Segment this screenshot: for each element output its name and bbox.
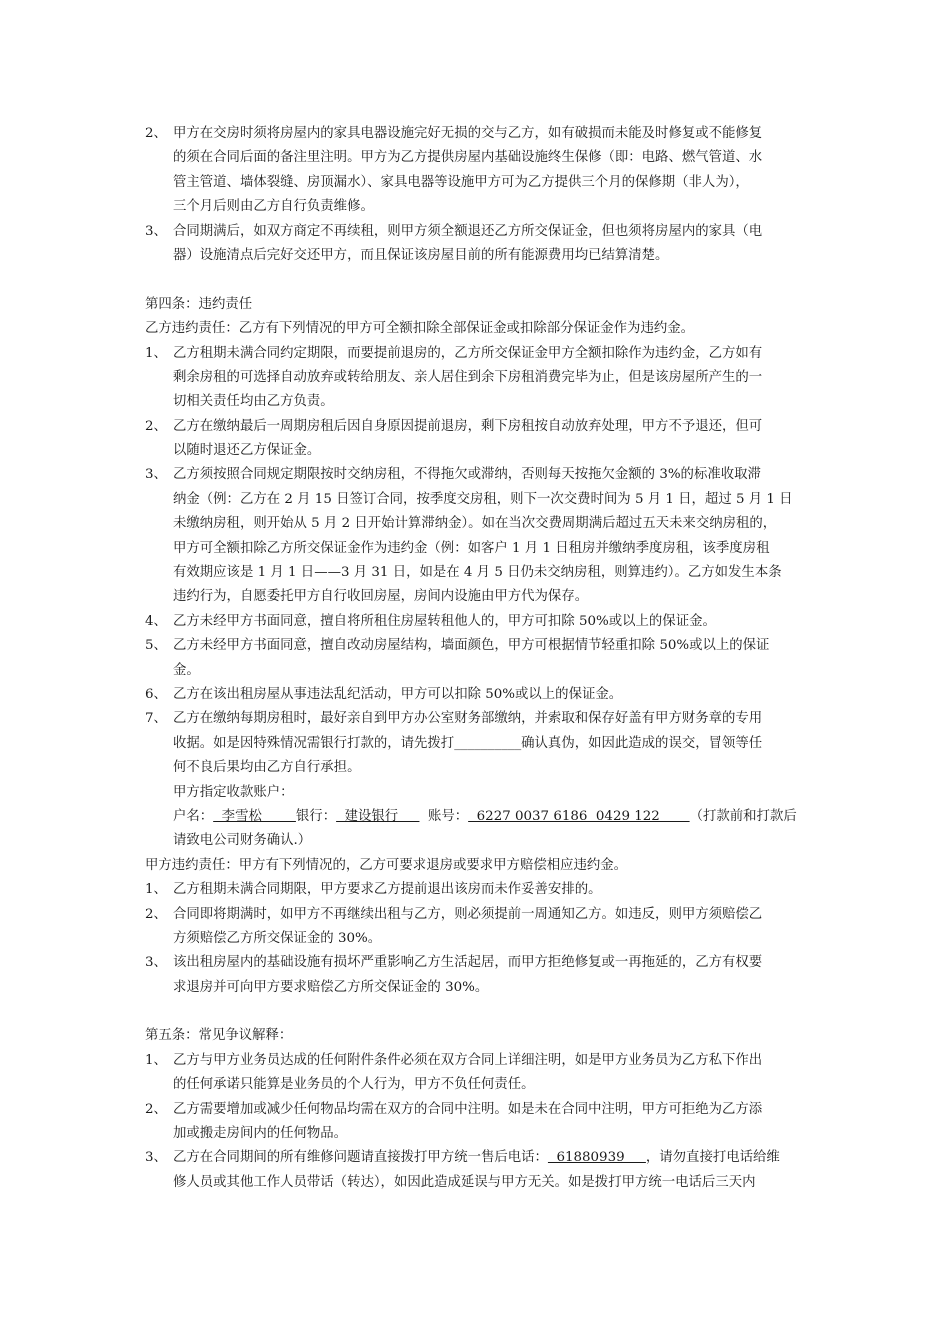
item-text: 合同期满后，如双方商定不再续租，则甲方须全额退还乙方所交保证金，但也须将房屋内的家具（电	[173, 223, 763, 239]
item-text: 乙方与甲方业务员达成的任何附件条件必须在双方合同上详细注明，如是甲方业务员为乙方私下作出	[173, 1052, 763, 1068]
item-text: 方须赔偿乙方所交保证金的 30%。	[173, 930, 382, 946]
section-title: 第五条：常见争议解释：	[145, 1028, 293, 1044]
item-text: 以随时退还乙方保证金。	[173, 443, 321, 459]
account-bank: 建设银行	[336, 808, 420, 824]
list-item	[145, 951, 810, 975]
item-number: 3、	[145, 223, 167, 239]
item-text: 三个月后则由乙方自行负责维修。	[173, 199, 374, 215]
item-text: 乙方需要增加或减少任何物品均需在双方的合同中注明。如是未在合同中注明，甲方可拒绝为乙方添	[173, 1101, 763, 1117]
item-number: 3、	[145, 955, 167, 971]
list-item	[145, 634, 810, 658]
item-text: 何不良后果均由乙方自行承担。	[173, 760, 361, 776]
item-text: 乙方须按照合同规定期限按时交纳房租，不得拖欠或滞纳，否则每天按拖欠金额的 3%的标准收取滞	[173, 467, 761, 483]
list-item	[145, 1049, 810, 1073]
item-number: 5、	[145, 638, 167, 654]
list-item	[145, 1098, 810, 1122]
list-item	[145, 415, 810, 439]
item-number: 6、	[145, 686, 167, 702]
list-item	[145, 1146, 810, 1170]
item-text: 切相关责任均由乙方负责。	[173, 394, 334, 410]
list-item	[145, 903, 810, 927]
item-text: 乙方租期未满合同约定期限，而要提前退房的，乙方所交保证金甲方全额扣除作为违约金，乙方如有	[173, 345, 763, 361]
item-text: 乙方在缴纳每期房租时，最好亲自到甲方办公室财务部缴纳，并索取和保存好盖有甲方财务章的专用	[173, 711, 763, 727]
section-intro: 甲方违约责任：甲方有下列情况的，乙方可要求退房或要求甲方赔偿相应违约金。	[145, 857, 628, 873]
service-phone: 61880939	[547, 1150, 646, 1166]
item-text: 该出租房屋内的基础设施有损坏严重影响乙方生活起居，而甲方拒绝修复或一再拖延的，乙方有权要	[173, 955, 763, 971]
item-number: 1、	[145, 882, 167, 898]
section-title: 第四条：违约责任	[145, 296, 253, 312]
item-text: 纳金（例：乙方在 2 月 15 日签订合同，按季度交房租，则下一次交费时间为 5 月 1 日，超过 5 月 1 日	[173, 491, 793, 507]
list-item	[145, 707, 810, 731]
item-text: 修人员或其他工作人员带话（转达），如因此造成延误与甲方无关。如是拨打甲方统一电话后三天内	[173, 1174, 756, 1190]
list-item	[145, 610, 810, 634]
item-number: 3、	[145, 1150, 167, 1166]
item-text: 合同即将期满时，如甲方不再继续出租与乙方，则必须提前一周通知乙方。如违反，则甲方须赔偿乙	[173, 906, 763, 922]
item-number: 7、	[145, 711, 167, 727]
item-text: 未缴纳房租，则开始从 5 月 2 日开始计算滞纳金）。如在当次交费周期满后超过五天未来交纳房租的，	[173, 516, 777, 532]
item-number: 2、	[145, 418, 167, 434]
item-text: 乙方租期未满合同期限，甲方要求乙方提前退出该房而未作妥善安排的。	[173, 882, 602, 898]
account-number: 6227 0037 6186 0429 122	[468, 808, 690, 824]
item-text: 乙方未经甲方书面同意，擅自改动房屋结构，墙面颜色，甲方可根据情节轻重扣除 50%或以上的保证	[173, 638, 770, 654]
contract-page	[145, 122, 810, 1195]
item-number: 2、	[145, 906, 167, 922]
item-text: 求退房并可向甲方要求赔偿乙方所交保证金的 30%。	[173, 979, 489, 995]
item-number: 3、	[145, 467, 167, 483]
account-line: 户名： 李雪松 银行： 建设银行 账号： 6227 0037 6186 0429 122 （打款前和打款后	[173, 808, 797, 824]
phone-blank: __________	[454, 735, 522, 751]
item-text: 管主管道、墙体裂缝、房顶漏水）、家具电器等设施甲方可为乙方提供三个月的保修期（非人为），	[173, 174, 749, 190]
account-title: 甲方指定收款账户：	[173, 784, 294, 800]
item-text: 器）设施清点后完好交还甲方，而且保证该房屋目前的所有能源费用均已结算清楚。	[173, 247, 669, 263]
item-text: 加或搬走房间内的任何物品。	[173, 1126, 348, 1142]
item-text: 乙方在缴纳最后一周期房租后因自身原因提前退房，剩下房租按自动放弃处理，甲方不予退还，但可	[173, 418, 763, 434]
list-item	[145, 463, 810, 487]
item-text: 甲方在交房时须将房屋内的家具电器设施完好无损的交与乙方，如有破损而未能及时修复或不能修复	[173, 126, 763, 141]
item-text: 甲方可全额扣除乙方所交保证金作为违约金（例：如客户 1 月 1 日租房并缴纳季度房租，该季度房租	[173, 540, 770, 556]
item-text: 有效期应该是 1 月 1 日——3 月 31 日，如是在 4 月 5 日仍未交纳房租，则算违约）。乙方如发生本条	[173, 565, 782, 581]
section-intro: 乙方违约责任：乙方有下列情况的甲方可全额扣除全部保证金或扣除部分保证金作为违约金。	[145, 321, 695, 337]
item-number: 1、	[145, 345, 167, 361]
list-item	[145, 683, 810, 707]
item-text: 违约行为，自愿委托甲方自行收回房屋，房间内设施由甲方代为保存。	[173, 589, 589, 605]
item-number: 1、	[145, 1052, 167, 1068]
item-text: 乙方在该出租房屋从事违法乱纪活动，甲方可以扣除 50%或以上的保证金。	[173, 686, 623, 702]
item-text: 金。	[173, 662, 200, 678]
item-number: 2、	[145, 126, 167, 141]
list-item	[145, 878, 810, 902]
item-text: 的须在合同后面的备注里注明。甲方为乙方提供房屋内基础设施终生保修（即：电路、燃气管道、水	[173, 150, 763, 166]
list-item	[145, 342, 810, 366]
list-item	[145, 122, 810, 146]
item-text: 剩余房租的可选择自动放弃或转给朋友、亲人居住到余下房租消费完毕为止，但是该房屋所产生的一	[173, 369, 763, 385]
item-text: 收据。如是因特殊情况需银行打款的，请先拨打__________确认真伪，如因此造成的误交，冒领等任	[173, 735, 763, 751]
account-note: 请致电公司财务确认.）	[173, 833, 312, 849]
list-item	[145, 220, 810, 244]
item-text: 乙方在合同期间的所有维修问题请直接拨打甲方统一售后电话： 61880939 ，请勿直接打电话给维	[173, 1150, 780, 1166]
item-number: 2、	[145, 1101, 167, 1117]
item-text: 乙方未经甲方书面同意，擅自将所租住房屋转租他人的，甲方可扣除 50%或以上的保证金。	[173, 613, 716, 629]
account-name: 李雪松	[213, 808, 296, 824]
item-number: 4、	[145, 613, 167, 629]
item-text: 的任何承诺只能算是业务员的个人行为，甲方不负任何责任。	[173, 1077, 535, 1093]
